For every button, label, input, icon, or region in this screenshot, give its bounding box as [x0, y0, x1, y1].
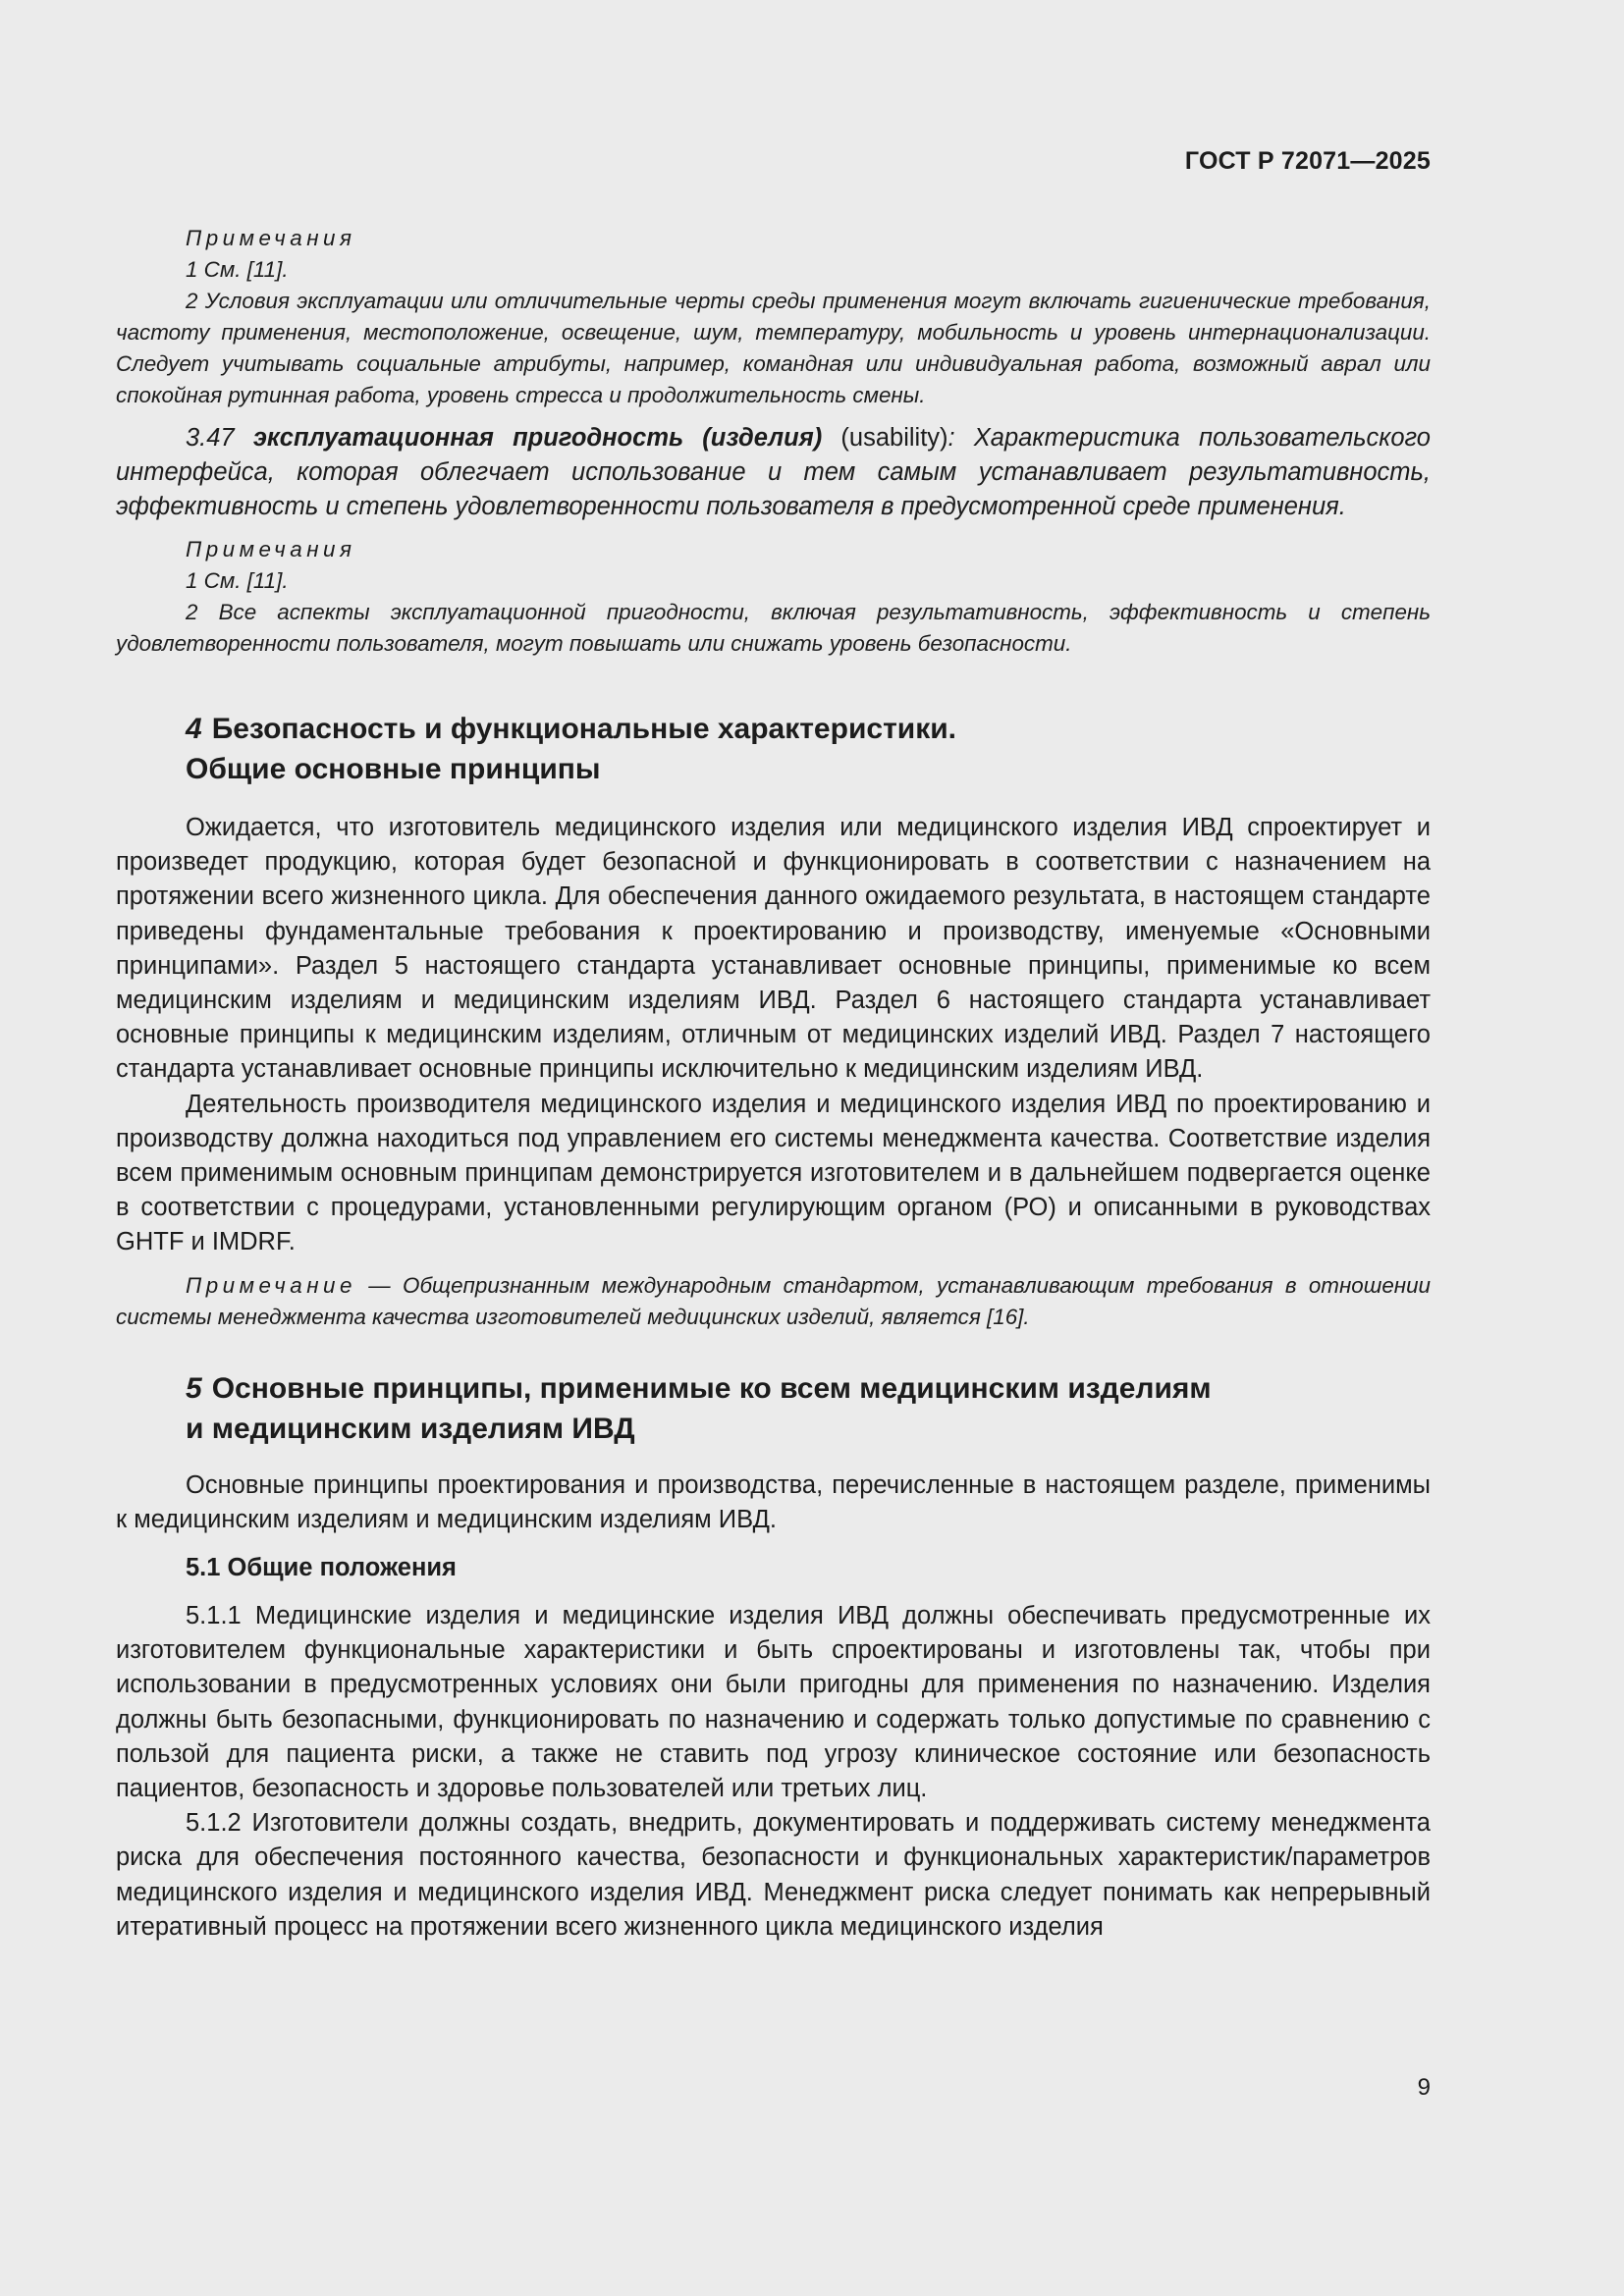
term-number: 3.47 [186, 424, 235, 452]
section-4-note [116, 1270, 1431, 1333]
note-1: 1 См. [11]. [186, 257, 289, 282]
note-label: Примечание [186, 1272, 356, 1298]
note-text: — Общепризнанным международным стандартом, устанавливающим требования в отношении системы менеджмента качества изготовителей медицинских изделий, является [16]. [116, 1272, 1431, 1329]
section-title-line-2: и медицинским изделиям ИВД [186, 1412, 635, 1445]
note-2: 2 Все аспекты эксплуатационной пригодности, включая результативность, эффективность и степень удовлетворенности пользователя, могут повышать или снижать уровень безопасности. [116, 600, 1431, 656]
section-4-paragraph-2: Деятельность производителя медицинского изделия и медицинского изделия ИВД по проектированию и производству должна находиться под управлением его системы менеджмента качества. Соответствие изделия всем применимым основным принципам демонстрируется изготовителем и в дальнейшем подвергается оценке в соответствии с процедурами, установленными регулирующим органом (РО) и описанными в руководствах GHTF и IMDRF. [116, 1090, 1431, 1256]
section-title-line-2: Общие основные принципы [186, 753, 601, 785]
note-2: 2 Условия эксплуатации или отличительные черты среды применения могут включать гигиенические требования, частоту применения, местоположение, освещение, шум, температуру, мобильность и уровень интернационализации. Следует учитывать социальные атрибуты, например, командная или индивидуальная работа, возможный аврал или спокойная рутинная работа, уровень стресса и продолжительность смены. [116, 289, 1431, 407]
notes-heading: Примечания [186, 537, 356, 561]
document-id: ГОСТ Р 72071—2025 [1184, 147, 1431, 175]
term-english: (usability) [840, 424, 948, 452]
clause-5-1-2: 5.1.2 Изготовители должны создать, внедрить, документировать и поддерживать систему менеджмента риска для обеспечения постоянного качества, безопасности и функциональных характеристик/параметров медицинского изделия и медицинского изделия ИВД. Менеджмент риска следует понимать как непрерывный итеративный процесс на протяжении всего жизненного цикла медицинского изделия [116, 1809, 1431, 1941]
section-5-heading [116, 1368, 1431, 1449]
term-text: : Характеристика пользовательского интерфейса, которая облегчает использование и тем самым устанавливает результативность, эффективность и степень удовлетворенности пользователя в предусмотренной среде применения. [116, 424, 1431, 520]
notes-block-3-46 [116, 223, 1431, 411]
subsection-5-1-heading: 5.1 Общие положения [186, 1554, 457, 1582]
page-content [116, 223, 1431, 1945]
section-5-paragraph-1: Основные принципы проектирования и производства, перечисленные в настоящем разделе, применимы к медицинским изделиям и медицинским изделиям ИВД. [116, 1470, 1431, 1533]
clause-5-1-1: 5.1.1 Медицинские изделия и медицинские изделия ИВД должны обеспечивать предусмотренные их изготовителем функциональные характеристики и быть спроектированы и изготовлены так, чтобы при использовании в предусмотренных условиях они были пригодны для применения по назначению. Изделия должны быть безопасными, функционировать по назначению и содержать только допустимые по сравнению с пользой для пациента риски, а также не ставить под угрозу клиническое состояние или безопасность пациентов, безопасность и здоровье пользователей или третьих лиц. [116, 1602, 1431, 1803]
section-4-paragraph-1: Ожидается, что изготовитель медицинского изделия или медицинского изделия ИВД спроектирует и произведет продукцию, которая будет безопасной и функционировать в соответствии с назначением на протяжении всего жизненного цикла. Для обеспечения данного ожидаемого результата, в настоящем стандарте приведены фундаментальные требования к проектированию и производству, именуемые «Основными принципами». Раздел 5 настоящего стандарта устанавливает основные принципы, применимые ко всем медицинским изделиям и медицинским изделиям ИВД. Раздел 6 настоящего стандарта устанавливает основные принципы к медицинским изделиям, отличным от медицинских изделий ИВД. Раздел 7 настоящего стандарта устанавливает основные принципы исключительно к медицинским изделиям ИВД. [116, 814, 1431, 1084]
notes-heading: Примечания [186, 226, 356, 250]
note-1: 1 См. [11]. [186, 568, 289, 593]
section-number: 4 [186, 713, 202, 745]
section-title-line-1: Основные принципы, применимые ко всем медицинским изделиям [211, 1371, 1212, 1405]
term-name: эксплуатационная пригодность (изделия) [252, 424, 823, 452]
page-number: 9 [1417, 2074, 1431, 2101]
term-definition-3-47 [116, 421, 1431, 524]
section-number: 5 [186, 1371, 202, 1405]
notes-block-3-47 [116, 534, 1431, 660]
section-title-line-1: Безопасность и функциональные характеристики. [211, 713, 956, 745]
section-4-heading [116, 709, 1431, 789]
